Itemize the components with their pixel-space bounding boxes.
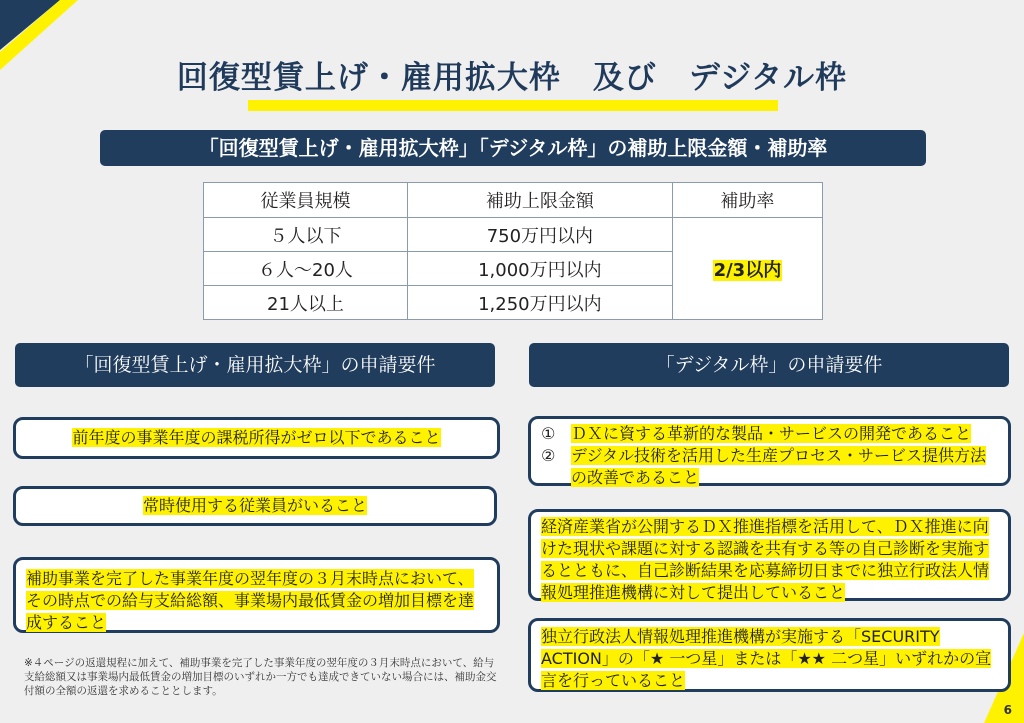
employee-size-cell: 21人以上 <box>204 286 408 320</box>
employee-size-cell: ５人以下 <box>204 218 408 252</box>
requirement-employees <box>13 486 497 526</box>
subsidy-limit-heading: 「回復型賃上げ・雇用拡大枠」「デジタル枠」の補助上限金額・補助率 <box>100 130 926 166</box>
header-subsidy-rate: 補助率 <box>672 183 822 218</box>
table-row <box>204 218 823 252</box>
employee-size-cell: ６人～20人 <box>204 252 408 286</box>
requirement-text: 補助事業を完了した事業年度の翌年度の３月末時点において、その時点での給与支給総額、事業場内最低賃金の増加目標を達成すること <box>26 569 475 632</box>
requirement-text: デジタル技術を活用した生産プロセス・サービス提供方法の改善であること <box>571 446 987 487</box>
subsidy-limit-table <box>203 182 823 320</box>
subsidy-limit-cell: 1,000万円以内 <box>407 252 672 286</box>
requirement-text: 常時使用する従業員がいること <box>142 496 367 515</box>
header-subsidy-limit: 補助上限金額 <box>407 183 672 218</box>
subsidy-rate-value: 2/3以内 <box>713 259 782 281</box>
requirement-text: ＤＸに資する革新的な製品・サービスの開発であること <box>571 424 972 443</box>
digital-requirements-heading: 「デジタル枠」の申請要件 <box>529 343 1009 387</box>
requirement-text: 前年度の事業年度の課税所得がゼロ以下であること <box>72 428 441 447</box>
header-employee-size: 従業員規模 <box>204 183 408 218</box>
requirement-text: 経済産業省が公開するＤＸ推進指標を活用して、ＤＸ推進に向けた現状や課題に対する認識を共有する等の自己診断を実施するとともに、自己診断結果を応募締切日までに独立行政法人情報処理推進機構に対して提出していること <box>541 517 990 602</box>
requirement-taxable-income <box>13 417 500 459</box>
subsidy-rate-cell <box>672 218 822 320</box>
wage-increase-requirements-heading: 「回復型賃上げ・雇用拡大枠」の申請要件 <box>15 343 495 387</box>
table-header-row <box>204 183 823 218</box>
list-number: ② <box>541 446 556 465</box>
requirement-dx-self-assessment <box>528 509 1011 601</box>
requirement-text: 独立行政法人情報処理推進機構が実施する「SECURITY ACTION」の「★ 一つ星」または「★★ 二つ星」いずれかの宣言を行っていること <box>541 627 992 690</box>
requirement-security-action <box>528 618 1011 692</box>
subsidy-limit-cell: 1,250万円以内 <box>407 286 672 320</box>
requirement-wage-target <box>13 557 500 633</box>
page-title: 回復型賃上げ・雇用拡大枠 及び デジタル枠 <box>176 60 848 96</box>
title-underline <box>248 100 778 111</box>
page-number: 6 <box>1003 703 1012 717</box>
footnote: ※４ページの返還規程に加えて、補助事業を完了した事業年度の翌年度の３月末時点において、給与支給総額又は事業場内最低賃金の増加目標のいずれか一方でも達成できていない場合には、補助金交付額の全額の返還を求めることとします。 <box>24 657 497 697</box>
list-number: ① <box>541 424 556 443</box>
list-item <box>541 445 1000 489</box>
list-item <box>541 423 1000 445</box>
requirement-dx-development <box>528 416 1011 486</box>
subsidy-limit-cell: 750万円以内 <box>407 218 672 252</box>
